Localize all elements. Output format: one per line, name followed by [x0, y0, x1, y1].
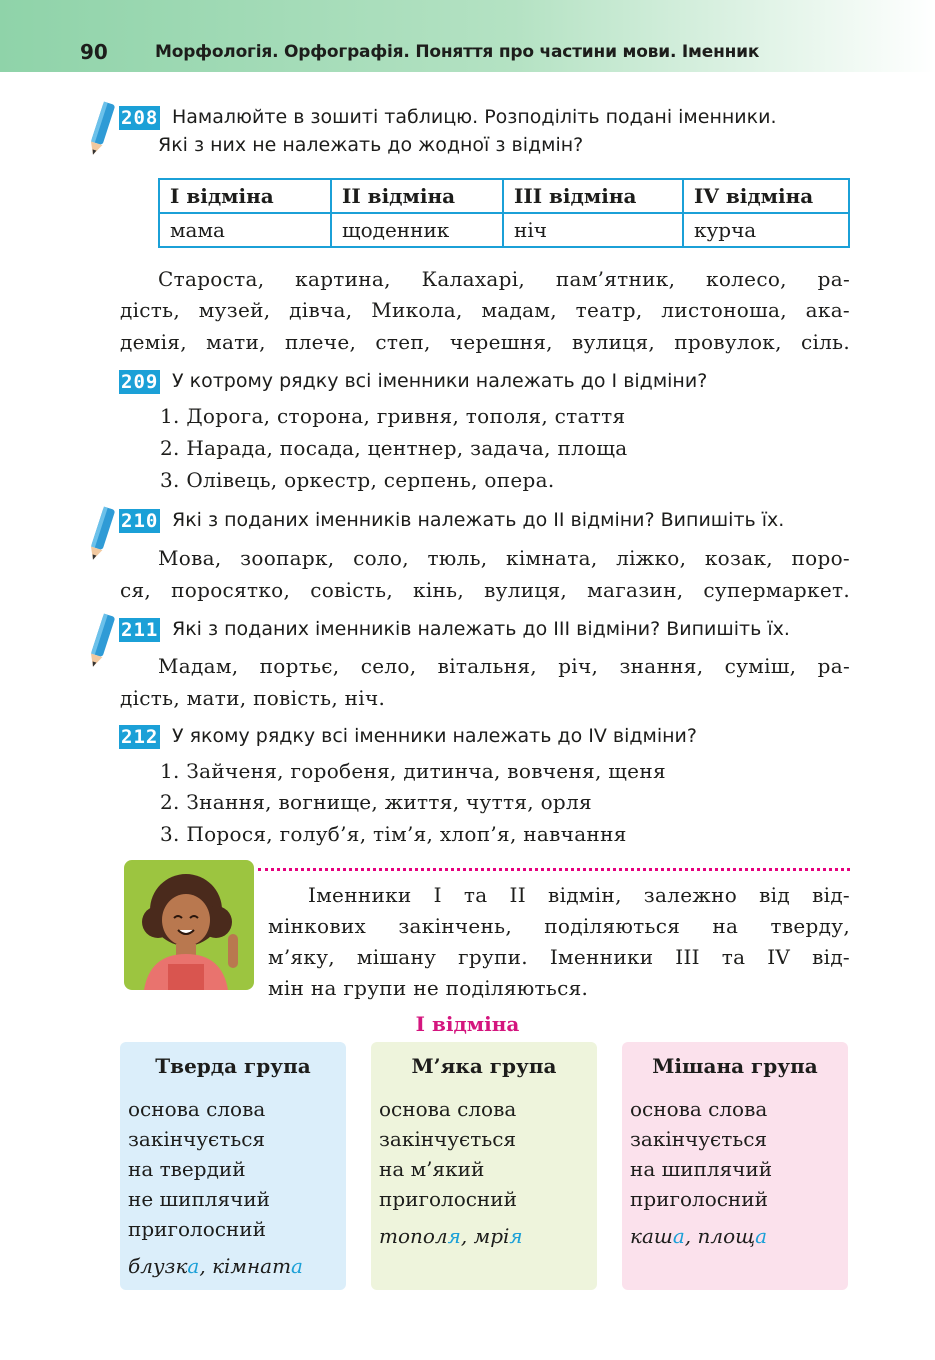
table-header-cell: III відміна — [503, 179, 683, 213]
group-card-soft — [371, 1042, 597, 1290]
group-examples — [128, 1254, 338, 1278]
group-examples — [379, 1224, 589, 1248]
group-description: основа слова закінчується на твердий не шиплячий приголосний — [128, 1097, 270, 1241]
task-208-line1: Намалюйте в зошиті таблицю. Розподіліть подані іменники. — [172, 106, 777, 128]
table-header-cell: II відміна — [331, 179, 503, 213]
group-examples — [630, 1224, 840, 1248]
task-number-badge: 209 — [121, 371, 159, 393]
task-209-option: 3. Олівець, оркестр, серпень, опера. — [160, 468, 555, 492]
task-number-badge: 208 — [121, 107, 159, 129]
table-header-cell: IV відміна — [683, 179, 849, 213]
example-ending: я — [447, 1224, 461, 1248]
pencil-icon — [84, 505, 118, 565]
group-description: основа слова закінчується на м’який приголосний — [379, 1097, 517, 1211]
task-208-words-line: демія, мати, плече, степ, черешня, вулиця, провулок, сіль. — [120, 330, 850, 354]
girl-icon — [124, 860, 254, 990]
example-separator: , — [684, 1224, 698, 1248]
example-stem: мрі — [473, 1224, 510, 1248]
rule-text — [268, 880, 850, 1004]
example-stem: блузк — [128, 1254, 188, 1278]
task-208-words-line: дість, музей, дівча, Микола, мадам, театр, листоноша, ака- — [120, 298, 850, 322]
task-210-words-line: ся, поросятко, совість, кінь, вулиця, магазин, супермаркет. — [120, 578, 850, 602]
task-208-words-line: Староста, картина, Калахарі, пам’ятник, колесо, ра- — [158, 267, 850, 291]
group-card-hard — [120, 1042, 346, 1290]
table-cell: мама — [159, 213, 331, 247]
task-number-badge: 210 — [121, 510, 159, 532]
task-number-badge: 211 — [121, 619, 159, 641]
task-210-question: Які з поданих іменників належать до II відміни? Випишіть їх. — [172, 509, 785, 531]
task-211-words-line: дість, мати, повість, ніч. — [120, 686, 386, 710]
rule-line: мін на групи не поділяються. — [268, 976, 589, 1000]
chapter-title: Морфологія. Орфографія. Поняття про частини мови. Іменник — [155, 42, 760, 62]
table-header-row — [159, 179, 849, 213]
table-cell: ніч — [503, 213, 683, 247]
example-ending: а — [672, 1224, 685, 1248]
rule-divider — [258, 868, 850, 871]
task-209-option: 2. Нарада, посада, центнер, задача, площа — [160, 436, 628, 460]
example-stem: каш — [630, 1224, 673, 1248]
task-208-line2: Які з них не належать до жодної з відмін? — [158, 134, 584, 156]
task-212-option: 2. Знання, вогнище, життя, чуття, орля — [160, 790, 592, 814]
task-209-question: У котрому рядку всі іменники належать до I відміни? — [172, 370, 708, 392]
pencil-icon — [84, 612, 118, 672]
table-row — [159, 213, 849, 247]
task-212-option: 1. Зайченя, горобеня, дитинча, вовченя, щеня — [160, 759, 666, 783]
table-cell: щоденник — [331, 213, 503, 247]
declension-heading: I відміна — [415, 1012, 520, 1036]
example-stem: кімнат — [212, 1254, 292, 1278]
example-separator: , — [199, 1254, 213, 1278]
pencil-icon — [84, 100, 118, 160]
table-cell: курча — [683, 213, 849, 247]
example-ending: а — [755, 1224, 768, 1248]
task-209-option: 1. Дорога, сторона, гривня, тополя, стаття — [160, 404, 626, 428]
example-ending: а — [291, 1254, 303, 1278]
task-number-badge: 212 — [121, 726, 159, 748]
example-separator: , — [460, 1224, 474, 1248]
rule-line: Іменники I та II відмін, залежно від від- — [308, 883, 850, 907]
table-header-cell: I відміна — [159, 179, 331, 213]
task-210-words-line: Мова, зоопарк, соло, тюль, кімната, ліжко, козак, поро- — [158, 546, 850, 570]
group-title: Мішана група — [652, 1054, 818, 1078]
group-card-mixed — [622, 1042, 848, 1290]
task-212-question: У якому рядку всі іменники належать до IV відміни? — [172, 725, 697, 747]
rule-line: мінкових закінчень, поділяються на тверду, — [268, 914, 850, 938]
declension-table — [158, 178, 850, 248]
example-ending: я — [509, 1224, 523, 1248]
example-ending: а — [187, 1254, 200, 1278]
page-number: 90 — [80, 40, 108, 64]
task-212-option: 3. Порося, голуб’я, тім’я, хлоп’я, навчання — [160, 822, 627, 846]
group-title: Тверда група — [155, 1054, 311, 1078]
example-stem: топол — [379, 1224, 448, 1248]
girl-illustration — [124, 860, 254, 990]
group-description: основа слова закінчується на шиплячий приголосний — [630, 1097, 773, 1211]
task-211-words-line: Мадам, портьє, село, вітальня, річ, знання, суміш, ра- — [158, 654, 850, 678]
task-211-question: Які з поданих іменників належать до III відміни? Випишіть їх. — [172, 618, 790, 640]
group-title: М’яка група — [411, 1054, 557, 1078]
example-stem: площ — [697, 1224, 756, 1248]
rule-line: м’яку, мішану групи. Іменники III та IV від- — [268, 945, 850, 969]
